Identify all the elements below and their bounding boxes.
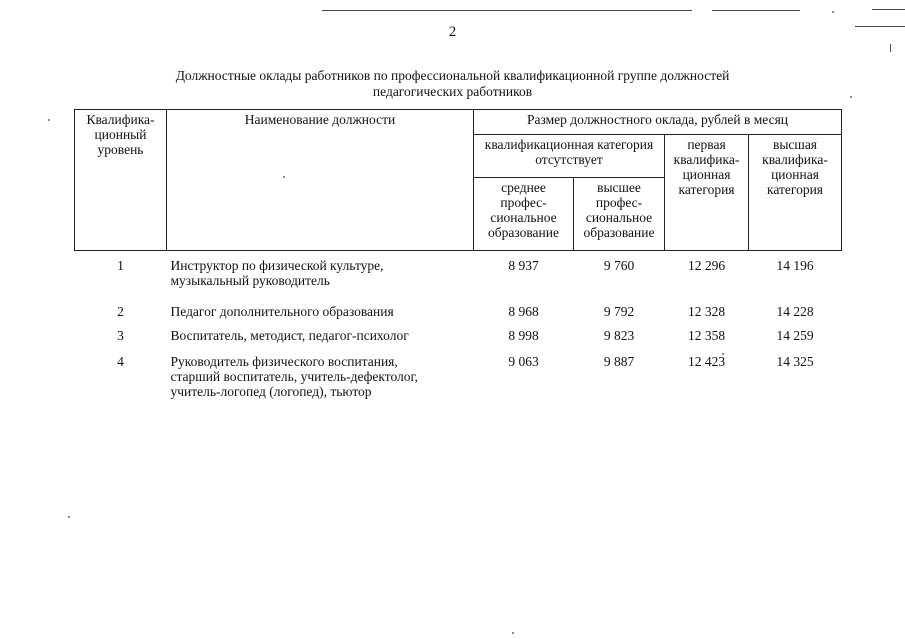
table-row <box>75 296 842 322</box>
header-no-category <box>474 135 665 178</box>
header-line: ционный <box>94 127 147 142</box>
page-number: 2 <box>448 24 457 40</box>
header-line: образование <box>488 225 559 240</box>
salary-first-category: 12 358 <box>687 328 726 343</box>
header-line: высшая <box>772 137 818 152</box>
scan-speck <box>48 119 50 121</box>
header-line: ционная <box>682 167 731 182</box>
document-title <box>130 68 775 100</box>
scan-artifact-line <box>322 10 692 11</box>
header-line: сиональное <box>490 210 557 225</box>
table-row <box>75 322 842 346</box>
position-line: учитель-логопед (логопед), тьютор <box>170 384 372 399</box>
salary-highest-category: 14 196 <box>776 258 814 273</box>
row-level: 4 <box>117 354 124 369</box>
header-line: Размер должностного оклада, рублей в месяц <box>527 112 789 127</box>
header-secondary-education <box>474 178 574 251</box>
header-line: сиональное <box>585 210 653 225</box>
position-line: музыкальный руководитель <box>170 273 330 288</box>
header-line: квалифика- <box>762 152 828 167</box>
header-first-category <box>665 135 749 251</box>
header-salary-size <box>474 110 842 135</box>
header-line: профес- <box>500 195 547 210</box>
header-line: категория <box>678 182 735 197</box>
scan-speck <box>832 11 834 13</box>
header-line: ционная <box>771 167 819 182</box>
row-level: 2 <box>117 304 124 319</box>
row-position <box>167 251 474 297</box>
header-line: категория <box>766 182 824 197</box>
salary-higher: 9 760 <box>603 258 635 273</box>
row-level: 1 <box>117 258 124 273</box>
header-position-name <box>167 110 474 251</box>
header-line: первая <box>687 137 726 152</box>
scan-speck <box>512 632 514 634</box>
salary-first-category: 12 328 <box>687 304 726 319</box>
position-line: Воспитатель, методист, педагог-психолог <box>170 328 409 343</box>
table-row <box>75 251 842 297</box>
header-qualification-level <box>75 110 167 251</box>
header-highest-category <box>749 135 842 251</box>
scan-artifact-line <box>890 44 891 52</box>
scan-speck <box>850 96 852 98</box>
table-row <box>75 346 842 399</box>
salary-secondary: 8 968 <box>508 304 539 319</box>
salary-secondary: 9 063 <box>508 354 539 369</box>
salary-higher: 9 823 <box>603 328 635 343</box>
row-position <box>167 296 474 322</box>
salary-secondary: 8 937 <box>508 258 539 273</box>
position-line: Педагог дополнительного образования <box>170 304 394 319</box>
header-line: образование <box>583 225 655 240</box>
header-higher-education <box>574 178 665 251</box>
header-line: уровень <box>97 142 144 157</box>
position-line: Инструктор по физической культуре, <box>170 258 384 273</box>
header-line: профес- <box>595 195 643 210</box>
header-line: высшее <box>597 180 641 195</box>
position-line: Руководитель физического воспитания, <box>170 354 398 369</box>
header-line: квалификационная категория <box>484 137 654 152</box>
row-position <box>167 346 474 399</box>
scan-artifact-line <box>712 10 800 11</box>
salary-highest-category: 14 325 <box>776 354 814 369</box>
salary-first-category: 12 423 <box>687 354 726 369</box>
salary-higher: 9 887 <box>603 354 635 369</box>
header-line: отсутствует <box>535 152 603 167</box>
row-level: 3 <box>117 328 124 343</box>
header-line: Наименование должности <box>244 112 396 127</box>
salary-table <box>74 109 842 399</box>
header-line: квалифика- <box>673 152 740 167</box>
scan-artifact-line <box>872 9 905 10</box>
salary-first-category: 12 296 <box>687 258 726 273</box>
salary-highest-category: 14 259 <box>776 328 814 343</box>
row-position <box>167 322 474 346</box>
salary-higher: 9 792 <box>603 304 635 319</box>
position-line: старший воспитатель, учитель-дефектолог, <box>170 369 418 384</box>
document-title-line: педагогических работников <box>372 84 533 99</box>
header-line: среднее <box>501 180 546 195</box>
scan-speck <box>68 516 70 518</box>
salary-secondary: 8 998 <box>508 328 539 343</box>
document-title-line: Должностные оклады работников по профессиональной квалификационной группе должностей <box>175 68 730 83</box>
header-line: Квалифика- <box>86 112 155 127</box>
salary-highest-category: 14 228 <box>776 304 814 319</box>
